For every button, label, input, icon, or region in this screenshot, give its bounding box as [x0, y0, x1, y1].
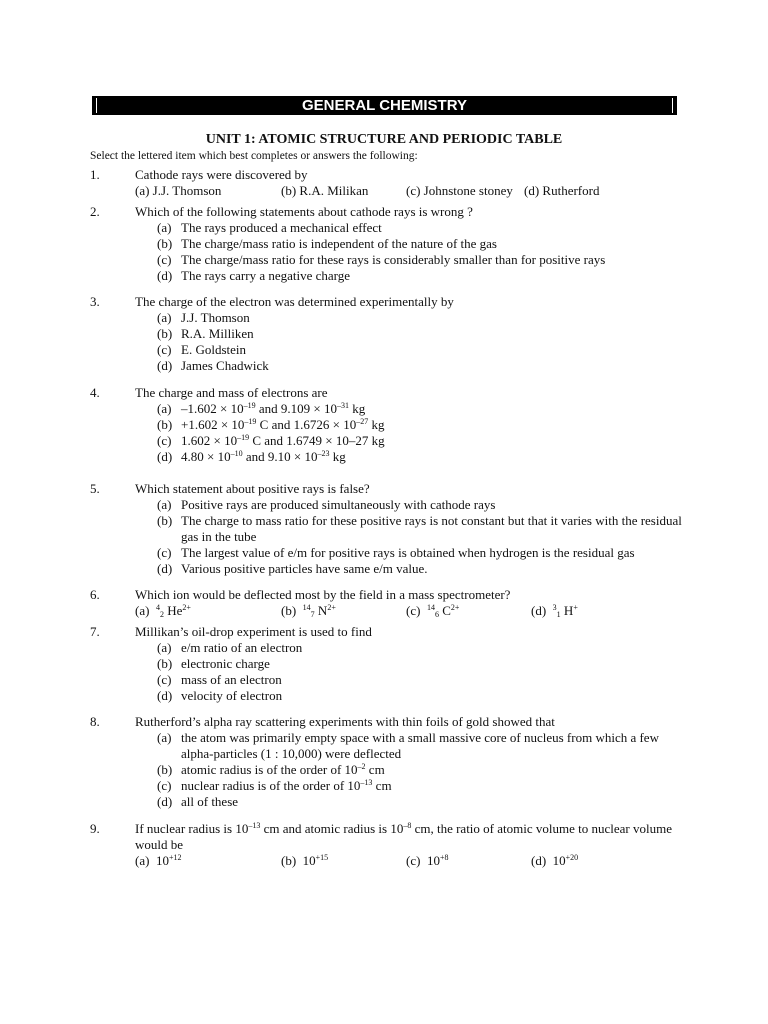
option-b	[157, 417, 690, 433]
option-text-part: atomic radius is of the order of 10	[181, 762, 358, 777]
option-label: (a)	[157, 497, 172, 512]
option-text: The rays produced a mechanical effect	[181, 220, 382, 235]
option-label: (a)	[157, 310, 172, 325]
option-d	[157, 449, 690, 465]
option-label: (b)	[281, 603, 297, 618]
exponent: –13	[360, 778, 373, 787]
question-text: Cathode rays were discovered by	[135, 167, 308, 182]
question-text: The charge of the electron was determined experimentally by	[135, 294, 454, 309]
option-base: 10	[552, 853, 566, 868]
ion-charge: 2+	[182, 603, 191, 612]
option-label: (c)	[157, 545, 172, 560]
option-b	[157, 513, 690, 545]
option-label: (c)	[157, 778, 172, 793]
option-a	[157, 220, 690, 236]
exponent: –19	[237, 433, 250, 442]
ion-charge: 2+	[327, 603, 336, 612]
unit-heading: UNIT 1: ATOMIC STRUCTURE AND PERIODIC TABLE	[205, 132, 563, 147]
exponent: –10	[230, 449, 243, 458]
option-text: velocity of electron	[181, 688, 283, 703]
option-label: (c)	[406, 603, 421, 618]
ion-charge: +	[573, 603, 578, 612]
atomic-number: 1	[556, 610, 561, 619]
exponent: –13	[248, 821, 261, 830]
option-text-part: C and 1.6749 × 10–27 kg	[249, 433, 385, 448]
atomic-number: 2	[159, 610, 164, 619]
option-label: (d)	[157, 358, 173, 373]
element-symbol: He	[163, 603, 183, 618]
option-base: 10	[426, 853, 440, 868]
option-label: (d)	[157, 561, 173, 576]
option-a: (a) J.J. Thomson	[135, 183, 222, 198]
option-text-part: 4.80 × 10	[181, 449, 231, 464]
option-d: (d) Rutherford	[524, 183, 600, 198]
option-label: (a)	[135, 853, 150, 868]
option-c	[157, 672, 690, 688]
option-b: (b) R.A. Milikan	[281, 183, 369, 198]
question-7	[90, 624, 690, 704]
option-a	[157, 497, 690, 513]
exponent: –8	[403, 821, 412, 830]
mass-number: 3	[552, 603, 557, 612]
question-number: 1.	[90, 167, 100, 182]
option-text: R.A. Milliken	[181, 326, 254, 341]
question-3	[90, 294, 690, 374]
mass-number: 14	[426, 603, 435, 612]
question-4	[90, 385, 690, 465]
option-b	[157, 762, 690, 778]
option-label: (b)	[157, 656, 173, 671]
option-label: (d)	[531, 603, 547, 618]
option-d	[157, 688, 690, 704]
option-c	[157, 778, 690, 794]
option-b	[281, 853, 328, 869]
exponent: –19	[244, 417, 257, 426]
option-text: J.J. Thomson	[181, 310, 250, 325]
option-label: (d)	[157, 794, 173, 809]
option-text-part: C and 1.6726 × 10	[256, 417, 357, 432]
exponent: –31	[336, 401, 349, 410]
question-8	[90, 714, 690, 810]
option-label: (d)	[157, 688, 173, 703]
question-number: 3.	[90, 294, 100, 309]
question-number: 8.	[90, 714, 100, 729]
question-number: 5.	[90, 481, 100, 496]
option-label: (a)	[157, 401, 172, 416]
option-a	[157, 310, 690, 326]
option-label: (a)	[157, 730, 172, 745]
option-text-part: cm	[365, 762, 385, 777]
option-c	[406, 853, 448, 869]
option-label: (b)	[281, 853, 297, 868]
question-5	[90, 481, 690, 577]
atomic-number: 7	[310, 610, 315, 619]
option-text: all of these	[181, 794, 239, 809]
question-9	[90, 821, 690, 869]
option-text: The charge/mass ratio is independent of the nature of the gas	[181, 236, 497, 251]
option-text-part: –1.602 × 10	[181, 401, 244, 416]
question-text-part: cm, the ratio of atomic volume to nuclear volume would be	[135, 821, 672, 852]
option-text-part: and 9.10 × 10	[242, 449, 318, 464]
option-base: 10	[302, 853, 316, 868]
option-text-part: nuclear radius is of the order of 10	[181, 778, 361, 793]
option-d	[157, 268, 690, 284]
page-title: GENERAL CHEMISTRY	[92, 96, 677, 115]
question-text: Millikan’s oil-drop experiment is used to find	[135, 624, 372, 639]
exponent: –2	[357, 762, 366, 771]
element-symbol: N	[314, 603, 328, 618]
option-text: electronic charge	[181, 656, 270, 671]
option-text: the atom was primarily empty space with a small massive core of nucleus from which a few alpha-particles (1 : 10,000) were deflected	[181, 730, 659, 761]
atomic-number: 6	[434, 610, 439, 619]
question-number: 4.	[90, 385, 100, 400]
question-text: Which ion would be deflected most by the field in a mass spectrometer?	[135, 587, 511, 602]
option-text-part: 1.602 × 10	[181, 433, 238, 448]
option-text: The rays carry a negative charge	[181, 268, 351, 283]
option-text-part: kg	[368, 417, 385, 432]
option-text: e/m ratio of an electron	[181, 640, 303, 655]
option-b	[157, 656, 690, 672]
option-label: (a)	[157, 220, 172, 235]
option-label: (a)	[135, 603, 150, 618]
option-text: Various positive particles have same e/m value.	[181, 561, 428, 576]
option-a	[135, 603, 191, 619]
question-text: Which of the following statements about cathode rays is wrong ?	[135, 204, 473, 219]
option-label: (c)	[406, 853, 421, 868]
question-1	[90, 167, 690, 199]
option-d	[531, 853, 578, 869]
exponent: +15	[315, 853, 329, 862]
question-number: 7.	[90, 624, 100, 639]
option-label: (b)	[157, 236, 173, 251]
exponent: +12	[168, 853, 182, 862]
element-symbol: H	[560, 603, 574, 618]
option-b	[281, 603, 336, 619]
option-label: (b)	[157, 762, 173, 777]
option-text-part: +1.602 × 10	[181, 417, 245, 432]
option-text-part: kg	[329, 449, 346, 464]
question-number: 9.	[90, 821, 100, 836]
question-text: The charge and mass of electrons are	[135, 385, 328, 400]
option-label: (b)	[157, 326, 173, 341]
question-text-part: If nuclear radius is 10	[135, 821, 249, 836]
option-c	[157, 252, 690, 268]
option-label: (d)	[157, 449, 173, 464]
exponent: +20	[565, 853, 579, 862]
ion-charge: 2+	[450, 603, 460, 612]
option-text: Positive rays are produced simultaneously with cathode rays	[181, 497, 496, 512]
element-symbol: C	[438, 603, 451, 618]
question-text	[135, 821, 690, 853]
question-6	[90, 587, 690, 619]
option-c	[157, 433, 690, 449]
option-c: (c) Johnstone stoney	[406, 183, 513, 198]
option-d	[157, 794, 690, 810]
option-text-part: and 9.109 × 10	[255, 401, 337, 416]
question-number: 2.	[90, 204, 100, 219]
option-text: mass of an electron	[181, 672, 282, 687]
option-label: (c)	[157, 342, 172, 357]
option-a	[157, 730, 690, 762]
option-text: The largest value of e/m for positive rays is obtained when hydrogen is the residual gas	[181, 545, 635, 560]
option-label: (c)	[157, 433, 172, 448]
option-label: (c)	[157, 672, 172, 687]
exponent: +8	[439, 853, 449, 862]
exponent: –27	[356, 417, 369, 426]
option-c	[157, 545, 690, 561]
option-b	[157, 236, 690, 252]
question-2	[90, 204, 690, 284]
option-text: The charge/mass ratio for these rays is considerably smaller than for positive rays	[181, 252, 606, 267]
option-text-part: cm	[372, 778, 392, 793]
question-text: Which statement about positive rays is false?	[135, 481, 370, 496]
question-number: 6.	[90, 587, 100, 602]
option-label: (c)	[157, 252, 172, 267]
option-base: 10	[155, 853, 169, 868]
option-b	[157, 326, 690, 342]
option-label: (b)	[157, 417, 173, 432]
option-label: (b)	[157, 513, 173, 528]
option-a	[157, 640, 690, 656]
option-a	[157, 401, 690, 417]
question-text-part: cm and atomic radius is 10	[260, 821, 404, 836]
option-c	[157, 342, 690, 358]
option-a	[135, 853, 181, 869]
mass-number: 14	[302, 603, 311, 612]
option-label: (d)	[157, 268, 173, 283]
option-text: The charge to mass ratio for these positive rays is not constant but that it varies with the residual gas in the tube	[181, 513, 682, 544]
exponent: –19	[243, 401, 256, 410]
option-d	[531, 603, 578, 619]
option-label: (d)	[531, 853, 547, 868]
mass-number: 4	[155, 603, 160, 612]
instructions: Select the lettered item which best completes or answers the following:	[90, 150, 418, 162]
option-c	[406, 603, 459, 619]
option-d	[157, 561, 690, 577]
option-text-part: kg	[348, 401, 366, 416]
exponent: –23	[317, 449, 330, 458]
option-label: (a)	[157, 640, 172, 655]
option-d	[157, 358, 690, 374]
option-text: James Chadwick	[181, 358, 269, 373]
question-text: Rutherford’s alpha ray scattering experiments with thin foils of gold showed that	[135, 714, 555, 729]
option-text: E. Goldstein	[181, 342, 246, 357]
